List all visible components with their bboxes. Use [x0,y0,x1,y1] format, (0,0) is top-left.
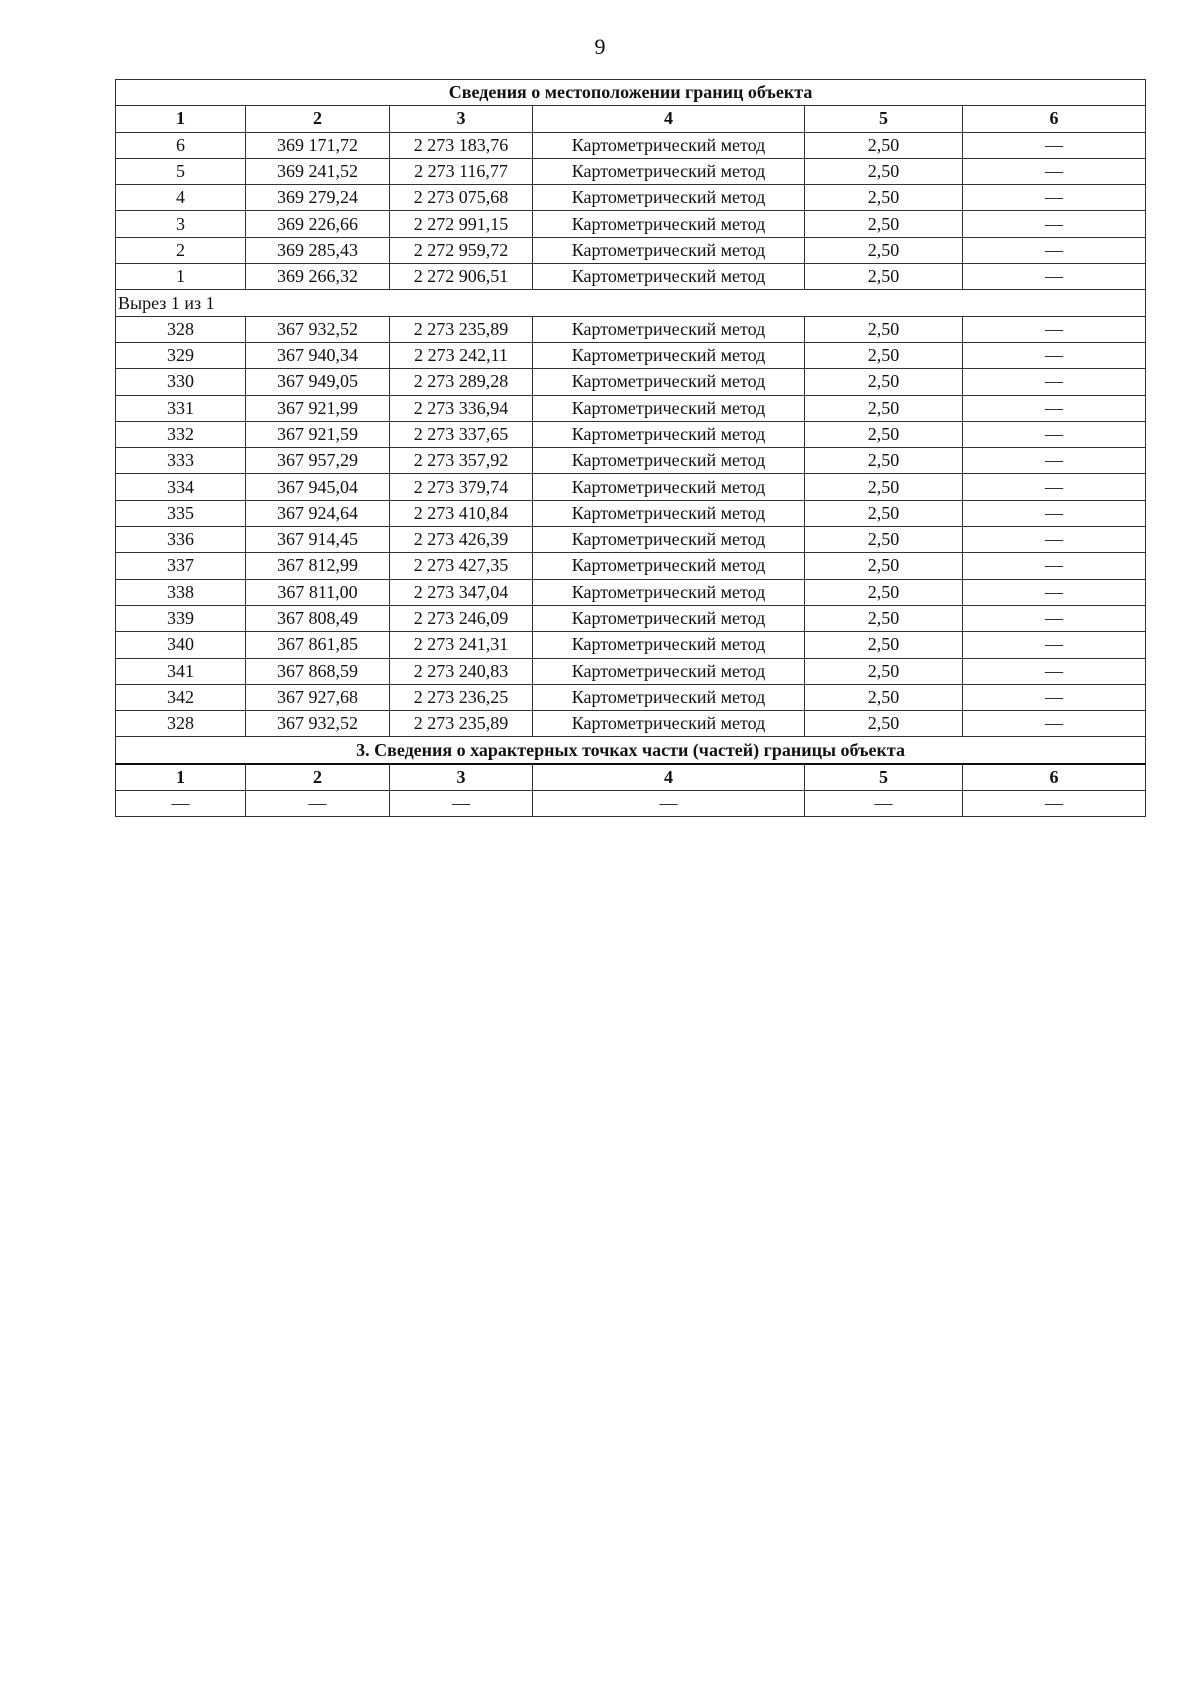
point-number: 335 [116,500,246,526]
column-number: 2 [246,106,390,132]
accuracy: 2,50 [805,211,963,237]
table-row [116,658,1146,684]
accuracy: 2,50 [805,395,963,421]
table-row [116,421,1146,447]
accuracy: 2,50 [805,369,963,395]
method: Картометрический метод [533,500,805,526]
x-coordinate: 367 940,34 [246,342,390,368]
y-coordinate: 2 273 336,94 [390,395,533,421]
accuracy: 2,50 [805,632,963,658]
x-coordinate: 367 932,52 [246,711,390,737]
x-coordinate: 367 932,52 [246,316,390,342]
y-coordinate: 2 273 379,74 [390,474,533,500]
table-row [116,500,1146,526]
column-number: 2 [246,764,390,791]
section-title: Сведения о местоположении границ объекта [116,80,1146,106]
table-row [116,342,1146,368]
accuracy: 2,50 [805,658,963,684]
table-row [116,474,1146,500]
y-coordinate: 2 273 426,39 [390,527,533,553]
x-coordinate: 369 171,72 [246,132,390,158]
method: Картометрический метод [533,185,805,211]
point-number: 2 [116,237,246,263]
point-number: 5 [116,158,246,184]
table-row [116,158,1146,184]
method: Картометрический метод [533,421,805,447]
point-number: 340 [116,632,246,658]
y-coordinate: 2 272 991,15 [390,211,533,237]
description: — [963,579,1146,605]
y-coordinate: 2 273 235,89 [390,316,533,342]
point-number: 332 [116,421,246,447]
accuracy: 2,50 [805,158,963,184]
table-row [116,395,1146,421]
accuracy: 2,50 [805,448,963,474]
point-number: 3 [116,211,246,237]
accuracy: — [805,791,963,817]
method: Картометрический метод [533,605,805,631]
table-row [116,316,1146,342]
description: — [963,421,1146,447]
y-coordinate: 2 273 410,84 [390,500,533,526]
x-coordinate: 367 957,29 [246,448,390,474]
accuracy: 2,50 [805,264,963,290]
y-coordinate: 2 273 236,25 [390,684,533,710]
x-coordinate: 367 949,05 [246,369,390,395]
point-number: 328 [116,316,246,342]
column-number: 3 [390,764,533,791]
description: — [963,500,1146,526]
description: — [963,791,1146,817]
method: Картометрический метод [533,711,805,737]
column-number: 3 [390,106,533,132]
y-coordinate: 2 273 235,89 [390,711,533,737]
point-number: 6 [116,132,246,158]
x-coordinate: 367 924,64 [246,500,390,526]
method: Картометрический метод [533,448,805,474]
column-number: 4 [533,764,805,791]
accuracy: 2,50 [805,711,963,737]
method: Картометрический метод [533,658,805,684]
accuracy: 2,50 [805,342,963,368]
method: — [533,791,805,817]
method: Картометрический метод [533,342,805,368]
description: — [963,448,1146,474]
x-coordinate: — [246,791,390,817]
accuracy: 2,50 [805,605,963,631]
column-number: 5 [805,764,963,791]
table-row [116,632,1146,658]
point-number: 338 [116,579,246,605]
point-number: 339 [116,605,246,631]
point-number: 329 [116,342,246,368]
y-coordinate: 2 273 116,77 [390,158,533,184]
accuracy: 2,50 [805,579,963,605]
method: Картометрический метод [533,211,805,237]
accuracy: 2,50 [805,500,963,526]
table-row [116,185,1146,211]
point-number: 331 [116,395,246,421]
y-coordinate: 2 273 427,35 [390,553,533,579]
method: Картометрический метод [533,684,805,710]
method: Картометрический метод [533,553,805,579]
description: — [963,264,1146,290]
x-coordinate: 367 812,99 [246,553,390,579]
y-coordinate: 2 273 241,31 [390,632,533,658]
point-number: 330 [116,369,246,395]
column-number: 6 [963,764,1146,791]
cutout-row [116,290,1146,316]
method: Картометрический метод [533,132,805,158]
point-number: 341 [116,658,246,684]
accuracy: 2,50 [805,527,963,553]
point-number: 328 [116,711,246,737]
section-title-row [116,80,1146,106]
description: — [963,684,1146,710]
method: Картометрический метод [533,316,805,342]
y-coordinate: 2 273 357,92 [390,448,533,474]
y-coordinate: 2 273 240,83 [390,658,533,684]
table-row [116,264,1146,290]
x-coordinate: 369 285,43 [246,237,390,263]
x-coordinate: 367 868,59 [246,658,390,684]
accuracy: 2,50 [805,132,963,158]
method: Картометрический метод [533,395,805,421]
accuracy: 2,50 [805,553,963,579]
y-coordinate: 2 273 075,68 [390,185,533,211]
point-number: 4 [116,185,246,211]
point-number: 336 [116,527,246,553]
table-row [116,211,1146,237]
accuracy: 2,50 [805,684,963,710]
x-coordinate: 367 914,45 [246,527,390,553]
method: Картометрический метод [533,632,805,658]
table-row [116,448,1146,474]
column-number: 4 [533,106,805,132]
description: — [963,185,1146,211]
x-coordinate: 367 808,49 [246,605,390,631]
description: — [963,237,1146,263]
table-row [116,237,1146,263]
accuracy: 2,50 [805,185,963,211]
description: — [963,369,1146,395]
method: Картометрический метод [533,369,805,395]
table-row [116,711,1146,737]
description: — [963,474,1146,500]
table-row [116,605,1146,631]
y-coordinate: 2 272 959,72 [390,237,533,263]
description: — [963,211,1146,237]
point-number: 337 [116,553,246,579]
accuracy: 2,50 [805,474,963,500]
description: — [963,605,1146,631]
section3-title-row [116,737,1146,764]
column-number: 5 [805,106,963,132]
x-coordinate: 367 927,68 [246,684,390,710]
x-coordinate: 369 241,52 [246,158,390,184]
y-coordinate: 2 273 337,65 [390,421,533,447]
method: Картометрический метод [533,527,805,553]
y-coordinate: 2 273 347,04 [390,579,533,605]
table-row [116,684,1146,710]
description: — [963,158,1146,184]
table-row [116,369,1146,395]
section3-row [116,791,1146,817]
y-coordinate: 2 273 183,76 [390,132,533,158]
point-number: — [116,791,246,817]
description: — [963,632,1146,658]
description: — [963,395,1146,421]
table-body [116,80,1146,817]
y-coordinate: 2 273 246,09 [390,605,533,631]
description: — [963,316,1146,342]
description: — [963,658,1146,684]
table-row [116,579,1146,605]
y-coordinate: — [390,791,533,817]
method: Картометрический метод [533,237,805,263]
x-coordinate: 369 226,66 [246,211,390,237]
page-number: 9 [594,34,606,59]
point-number: 342 [116,684,246,710]
point-number: 334 [116,474,246,500]
method: Картометрический метод [533,158,805,184]
accuracy: 2,50 [805,421,963,447]
x-coordinate: 367 945,04 [246,474,390,500]
x-coordinate: 369 279,24 [246,185,390,211]
boundary-coordinates-table [115,79,1146,817]
cutout-label: Вырез 1 из 1 [116,290,1146,316]
point-number: 1 [116,264,246,290]
method: Картометрический метод [533,264,805,290]
method: Картометрический метод [533,579,805,605]
section3-column-number-row [116,764,1146,791]
description: — [963,342,1146,368]
point-number: 333 [116,448,246,474]
x-coordinate: 367 861,85 [246,632,390,658]
column-number: 1 [116,106,246,132]
x-coordinate: 367 811,00 [246,579,390,605]
y-coordinate: 2 273 289,28 [390,369,533,395]
column-number: 6 [963,106,1146,132]
section3-title: 3. Сведения о характерных точках части (частей) границы объекта [116,737,1146,764]
table-row [116,527,1146,553]
description: — [963,553,1146,579]
x-coordinate: 367 921,59 [246,421,390,447]
description: — [963,132,1146,158]
x-coordinate: 367 921,99 [246,395,390,421]
column-number: 1 [116,764,246,791]
x-coordinate: 369 266,32 [246,264,390,290]
y-coordinate: 2 273 242,11 [390,342,533,368]
table-row [116,132,1146,158]
description: — [963,711,1146,737]
table-row [116,553,1146,579]
description: — [963,527,1146,553]
method: Картометрический метод [533,474,805,500]
accuracy: 2,50 [805,316,963,342]
column-number-row [116,106,1146,132]
accuracy: 2,50 [805,237,963,263]
y-coordinate: 2 272 906,51 [390,264,533,290]
